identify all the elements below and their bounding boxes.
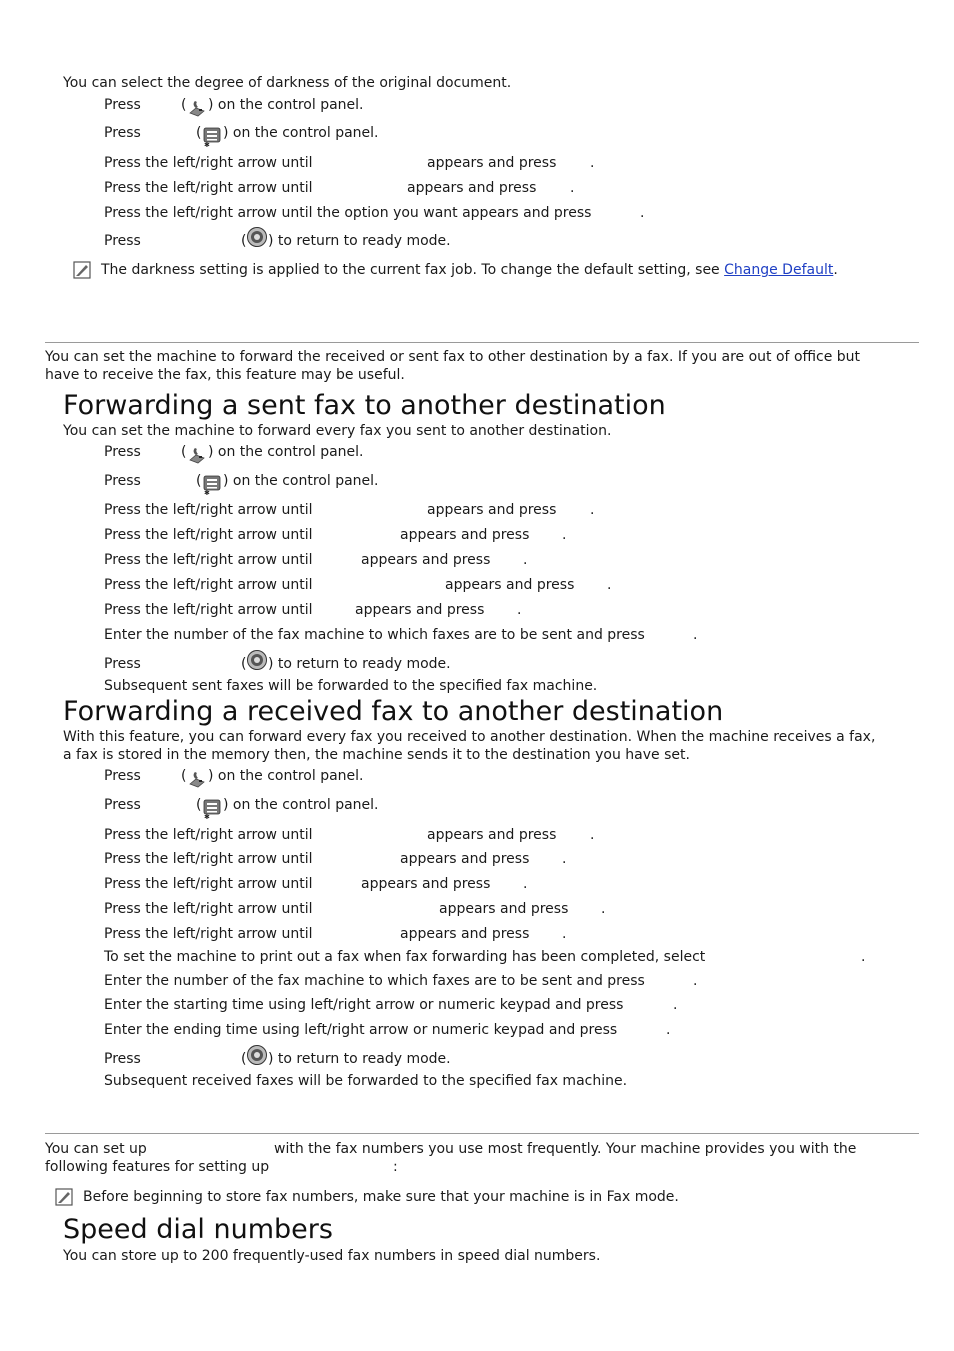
received-step-6: Press the left/right arrow until appears and press . (104, 901, 606, 917)
received-step-10: Enter the starting time using left/right arrow or numeric keypad and press . (104, 997, 678, 1013)
note-pencil-icon (55, 1188, 73, 1206)
received-step-3: Press the left/right arrow until appears and press . (104, 827, 595, 843)
received-step-9: Enter the number of the fax machine to which faxes are to be sent and press . (104, 973, 698, 989)
heading-speed-dial: Speed dial numbers (63, 1214, 333, 1245)
darkness-step-1: Press ( ) on the control panel. (104, 96, 141, 114)
sent-step-2: Press ( ✱ ) on the control panel. (104, 473, 379, 496)
darkness-step-2: Press ( ✱ ) on the control panel. (104, 125, 379, 148)
fax-icon (187, 445, 207, 465)
heading-forward-received: Forwarding a received fax to another destination (63, 696, 724, 727)
svg-text:✱: ✱ (204, 141, 210, 148)
forwarding-intro-line1: You can set the machine to forward the received or sent fax to other destination by a fax. If you are out of office but (45, 349, 861, 365)
forwarding-intro-line2: have to receive the fax, this feature may be useful. (45, 367, 405, 383)
forward-received-intro-line1: With this feature, you can forward every fax you received to another destination. When the machine receives a fax, (63, 729, 876, 745)
sent-step-9: Press ( ) to return to ready mode. (104, 655, 141, 673)
darkness-step-3: Press the left/right arrow until appears and press . (104, 155, 595, 171)
note-pencil-icon (73, 261, 91, 279)
sent-step-5: Press the left/right arrow until appears and press . (104, 552, 528, 568)
received-outro: Subsequent received faxes will be forwarded to the specified fax machine. (104, 1073, 628, 1089)
stop-clear-icon (246, 1044, 266, 1064)
forward-sent-intro: You can set the machine to forward every fax you sent to another destination. (63, 423, 612, 439)
sent-step-7: Press the left/right arrow until appears and press . (104, 602, 522, 618)
storing-intro-line2: following features for setting up : (45, 1159, 398, 1175)
stop-clear-icon (246, 226, 266, 246)
stop-clear-icon (246, 649, 266, 669)
received-step-8: To set the machine to print out a fax when fax forwarding has been completed, select . (104, 949, 866, 965)
sent-step-3: Press the left/right arrow until appears and press . (104, 502, 595, 518)
received-step-5: Press the left/right arrow until appears and press . (104, 876, 528, 892)
svg-text:✱: ✱ (204, 813, 210, 820)
svg-text:✱: ✱ (204, 489, 210, 496)
received-step-2: Press ( ✱ ) on the control panel. (104, 797, 379, 820)
darkness-step-6: Press ( ) to return to ready mode. (104, 232, 141, 250)
speed-dial-intro: You can store up to 200 frequently-used fax numbers in speed dial numbers. (63, 1248, 601, 1264)
received-step-4: Press the left/right arrow until appears and press . (104, 851, 567, 867)
menu-icon (202, 798, 222, 818)
received-step-7: Press the left/right arrow until appears and press . (104, 926, 567, 942)
menu-icon (202, 126, 222, 146)
storing-intro-line1: You can set up with the fax numbers you use most frequently. Your machine provides you with the (45, 1141, 857, 1157)
sent-outro: Subsequent sent faxes will be forwarded to the specified fax machine. (104, 678, 598, 694)
sent-step-4: Press the left/right arrow until appears and press . (104, 527, 567, 543)
section-divider (45, 342, 919, 343)
heading-forward-sent: Forwarding a sent fax to another destination (63, 390, 666, 421)
storing-note: Before beginning to store fax numbers, make sure that your machine is in Fax mode. (83, 1189, 679, 1205)
change-default-link[interactable]: Change Default (724, 262, 834, 278)
darkness-note: The darkness setting is applied to the current fax job. To change the default setting, see Change Default. (101, 262, 838, 278)
sent-step-6: Press the left/right arrow until appears and press . (104, 577, 612, 593)
sent-step-1: Press ( ) on the control panel. (104, 443, 141, 461)
received-step-11: Enter the ending time using left/right arrow or numeric keypad and press . (104, 1022, 671, 1038)
sent-step-8: Enter the number of the fax machine to which faxes are to be sent and press . (104, 627, 698, 643)
darkness-step-4: Press the left/right arrow until appears and press . (104, 180, 575, 196)
darkness-step-5: Press the left/right arrow until the option you want appears and press . (104, 205, 645, 221)
darkness-intro: You can select the degree of darkness of the original document. (63, 75, 512, 91)
forward-received-intro-line2: a fax is stored in the memory then, the machine sends it to the destination you have set. (63, 747, 690, 763)
fax-icon (187, 769, 207, 789)
section-divider (45, 1133, 919, 1134)
fax-icon (187, 98, 207, 118)
menu-icon (202, 474, 222, 494)
received-step-1: Press ( ) on the control panel. (104, 767, 141, 785)
received-step-12: Press ( ) to return to ready mode. (104, 1050, 141, 1068)
